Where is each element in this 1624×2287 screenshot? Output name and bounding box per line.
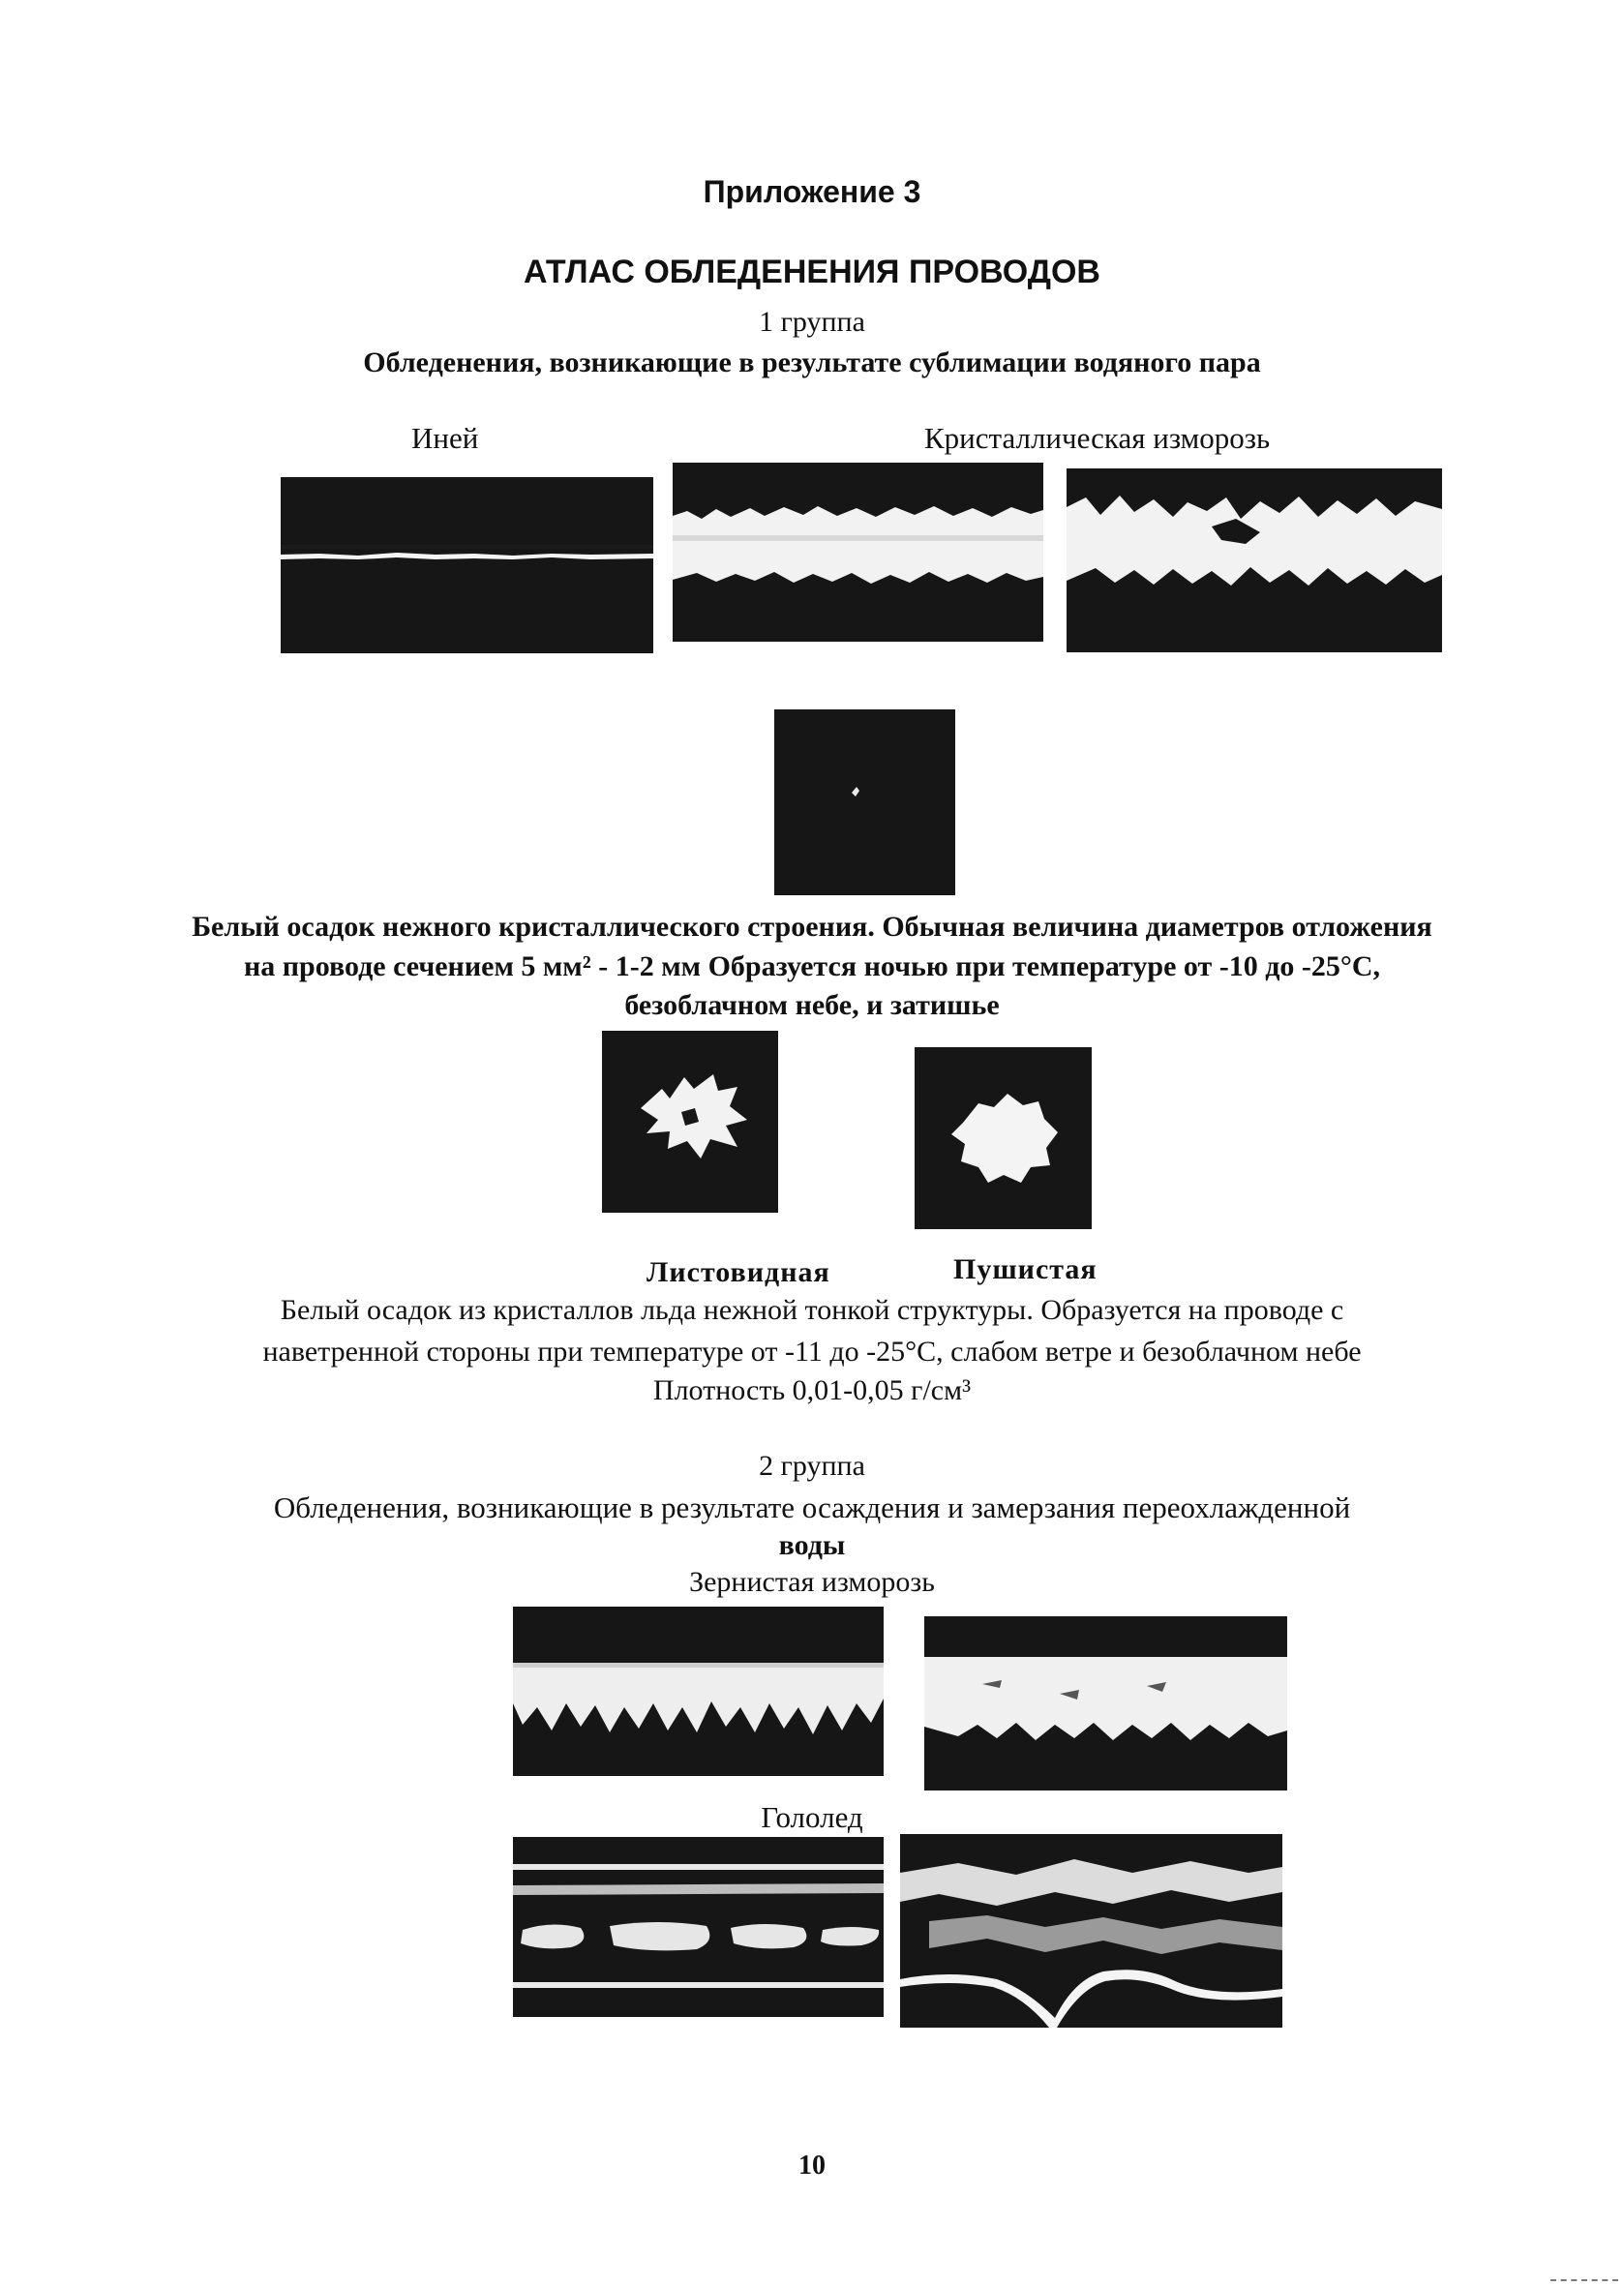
page-title: АТЛАС ОБЛЕДЕНЕНИЯ ПРОВОДОВ <box>524 254 1100 290</box>
scan-corner-mark <box>1550 2279 1618 2281</box>
crystal-desc-line-3: Плотность 0,01-0,05 г/см³ <box>652 1374 972 1406</box>
caption-crystal-rime: Кристаллическая изморозь <box>924 421 1271 455</box>
group1-label: 1 группа <box>759 306 865 338</box>
photo-glaze-2 <box>900 1834 1282 2028</box>
photo-crystal-rime-2 <box>1067 468 1442 652</box>
hoarfrost-desc-line-3: безоблачном небе, и затишье <box>624 989 1000 1021</box>
group2-label: 2 группа <box>759 1450 865 1482</box>
photo-fluffy-cross-section <box>915 1047 1092 1229</box>
caption-fluffy: Пушистая <box>953 1253 1098 1285</box>
caption-hoarfrost: Иней <box>411 421 479 455</box>
photo-hoarfrost-cross-section <box>774 709 955 895</box>
crystal-desc-line-1: Белый осадок из кристаллов льда нежной тонкой структуры. Образуется на проводе с <box>280 1294 1344 1326</box>
hoarfrost-desc-line-2: на проводе сечением 5 мм² - 1-2 мм Образуется ночью при температуре от -10 до -25°С, <box>243 950 1381 982</box>
caption-granular-rime: Зернистая изморозь <box>689 1566 935 1598</box>
group2-subtitle-line-2: воды <box>778 1529 846 1561</box>
page-number: 10 <box>798 2151 826 2181</box>
appendix-label: Приложение 3 <box>703 174 921 209</box>
photo-granular-rime-2 <box>924 1616 1287 1790</box>
photo-leaf-cross-section <box>602 1031 778 1213</box>
caption-leaf: Листовидная <box>647 1256 830 1288</box>
photo-crystal-rime-1 <box>673 463 1043 642</box>
hoarfrost-desc-line-1: Белый осадок нежного кристаллического строения. Обычная величина диаметров отложения <box>192 911 1432 943</box>
photo-granular-rime-1 <box>513 1607 884 1776</box>
photo-glaze-1 <box>513 1837 884 2017</box>
photo-hoarfrost <box>281 477 653 653</box>
caption-glaze: Гололед <box>761 1800 863 1834</box>
group2-subtitle-line-1: Обледенения, возникающие в результате осаждения и замерзания переохлажденной <box>273 1490 1351 1524</box>
group1-subtitle: Обледенения, возникающие в результате сублимации водяного пара <box>363 346 1261 378</box>
crystal-desc-line-2: наветренной стороны при температуре от -11 до -25°С, слабом ветре и безоблачном небе <box>262 1336 1362 1368</box>
